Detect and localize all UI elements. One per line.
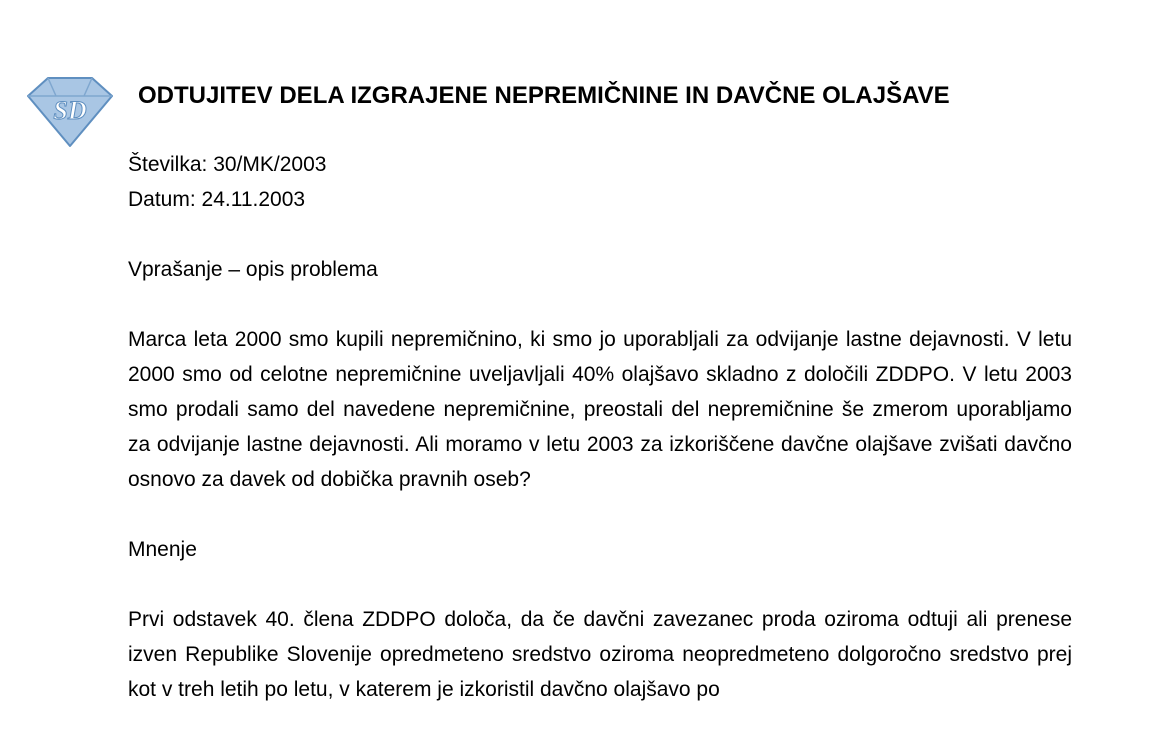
- opinion-paragraph: Prvi odstavek 40. člena ZDDPO določa, da če davčni zavezanec proda oziroma odtuji ali prenese izven Republike Slovenije opredmeteno sredstvo oziroma neopredmeteno dolgoročno sredstvo prej kot v treh letih po letu, v katerem je izkoristil davčno olajšavo po: [128, 608, 1072, 701]
- document-date: Datum: 24.11.2003: [128, 188, 306, 211]
- logo-letters: SD: [53, 96, 87, 125]
- document-number: Številka: 30/MK/2003: [128, 153, 327, 176]
- document-title: ODTUJITEV DELA IZGRAJENE NEPREMIČNINE IN DAVČNE OLAJŠAVE: [138, 82, 950, 109]
- document-body: [128, 147, 1072, 707]
- question-paragraph: Marca leta 2000 smo kupili nepremičnino, ki smo jo uporabljali za odvijanje lastne dejavnosti. V letu 2000 smo od celotne nepremičnine uveljavljali 40% olajšavo skladno z določili ZDDPO. V letu 2003 smo prodali samo del navedene nepremičnine, preostali del nepremičnine še zmerom uporabljamo za odvijanje lastne dejavnosti. Ali moramo v letu 2003 za izkoriščene davčne olajšave zvišati davčno osnovo za davek od dobička pravnih oseb?: [128, 328, 1072, 491]
- shield-logo-icon: [26, 76, 114, 148]
- question-heading: Vprašanje – opis problema: [128, 258, 378, 281]
- opinion-heading: Mnenje: [128, 538, 197, 561]
